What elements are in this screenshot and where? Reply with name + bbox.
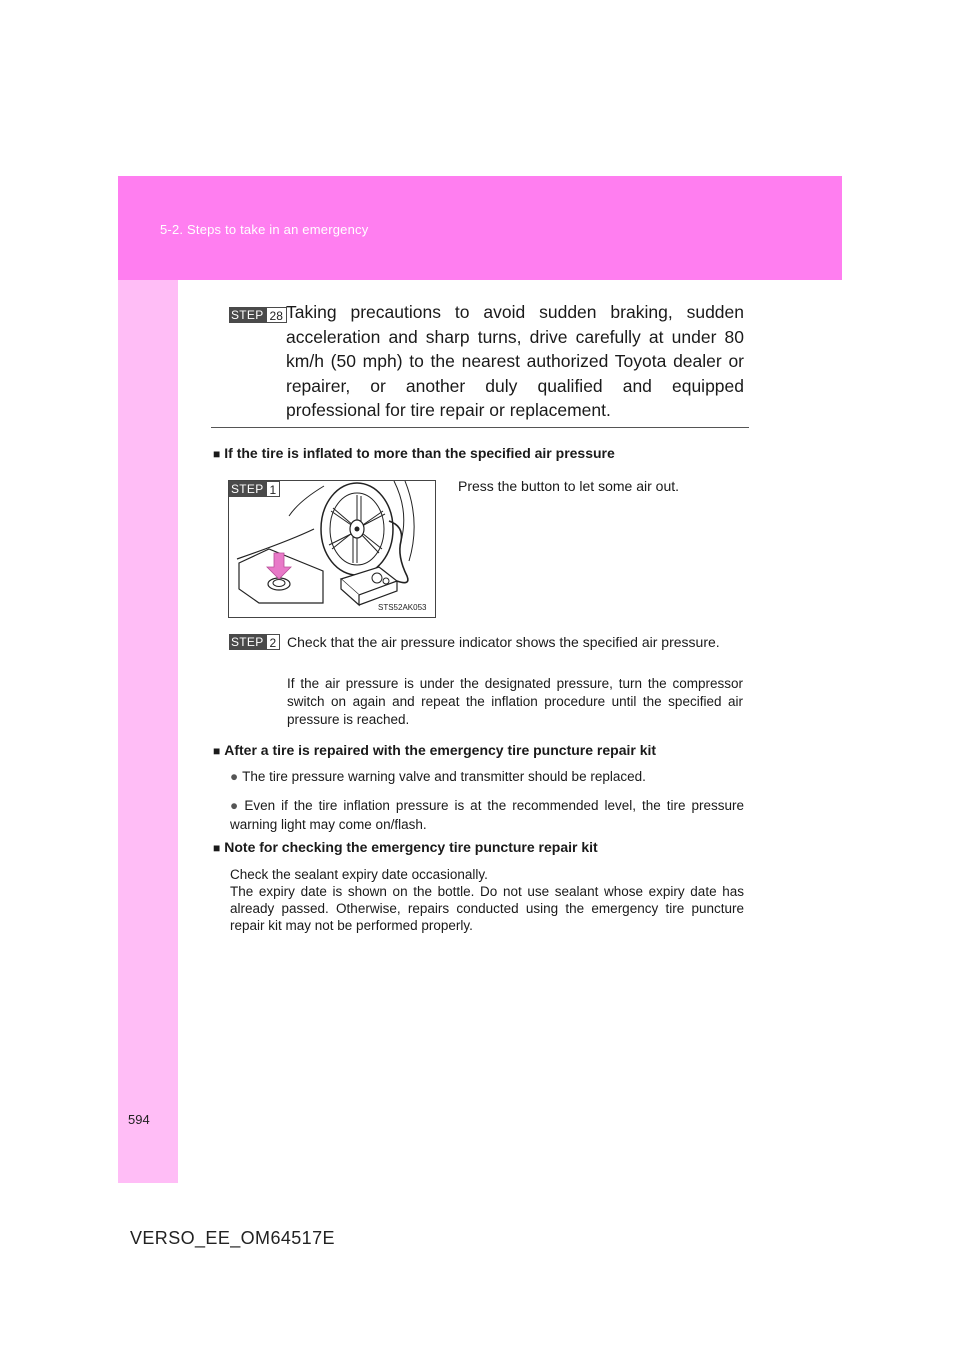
page-number: 594 [128, 1112, 150, 1127]
step-badge-number: 2 [266, 634, 281, 650]
bullet-item [230, 796, 744, 834]
step-badge-word: STEP [231, 482, 264, 496]
heading-text: If the tire is inflated to more than the specified air pressure [224, 445, 615, 461]
heading-marker: ■ [213, 447, 221, 461]
heading-kit-check [213, 839, 598, 855]
step-2-text: Check that the air pressure indicator shows the specified air pressure. [287, 634, 720, 650]
heading-after-repair [213, 742, 656, 758]
kit-check-line: The expiry date is shown on the bottle. Do not use sealant whose expiry date has already passed. Otherwise, repairs conducted using the emergency tire puncture repair kit may not be performed properly. [230, 884, 744, 933]
step-badge-word: STEP [231, 635, 264, 649]
section-divider [211, 427, 749, 428]
side-tab-band [118, 280, 178, 1183]
bullet-item [230, 767, 744, 786]
step-28-badge [229, 307, 287, 323]
kit-check-line: Check the sealant expiry date occasionally. [230, 867, 488, 882]
bullet-dot: ● [230, 769, 239, 784]
step-badge-number: 1 [266, 481, 281, 497]
heading-text: Note for checking the emergency tire puncture repair kit [224, 839, 598, 855]
heading-marker: ■ [213, 744, 221, 758]
step-1-badge [229, 481, 280, 497]
bullet-text: Even if the tire inflation pressure is at the recommended level, the tire pressure warning light may come on/flash. [230, 798, 745, 832]
section-title: 5-2. Steps to take in an emergency [160, 222, 369, 237]
step-2-badge [229, 634, 280, 650]
step-badge-word: STEP [231, 308, 264, 322]
heading-text: After a tire is repaired with the emergency tire puncture repair kit [224, 742, 657, 758]
tire-compressor-illustration [229, 481, 435, 617]
kit-check-paragraph [230, 866, 744, 934]
step-2-note: If the air pressure is under the designated pressure, turn the compressor switch on again and repeat the inflation procedure until the specified air pressure is reached. [287, 676, 743, 727]
document-code: VERSO_EE_OM64517E [130, 1228, 335, 1248]
figure-code: STS52AK053 [378, 603, 427, 612]
step-1-text: Press the button to let some air out. [458, 478, 680, 494]
bullet-text: The tire pressure warning valve and transmitter should be replaced. [242, 769, 646, 784]
bullet-dot: ● [230, 798, 241, 813]
step-badge-number: 28 [266, 307, 287, 323]
heading-marker: ■ [213, 841, 221, 855]
step-28-text: Taking precautions to avoid sudden braking, sudden acceleration and sharp turns, drive carefully at under 80 km/h (50 mph) to the nearest authorized Toyota dealer or repairer, or another duly qualified and equipped professional for tire repair or replacement. [286, 302, 744, 420]
illustration-release-air [228, 480, 436, 618]
heading-overinflated [213, 445, 615, 461]
